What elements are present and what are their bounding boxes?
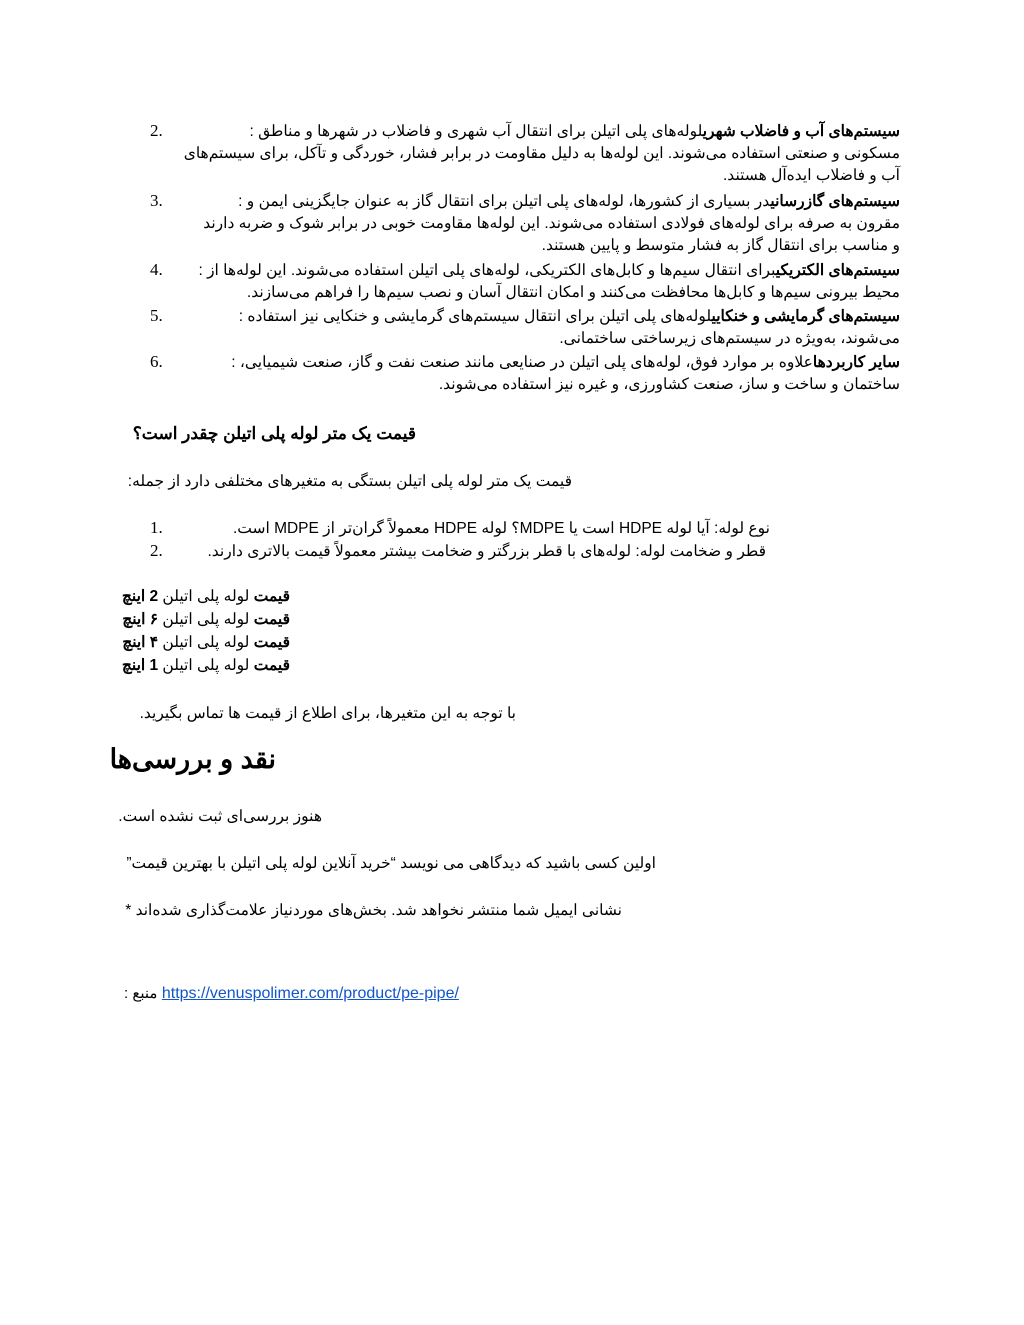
contact-note: با توجه به این متغیرها، برای اطلاع از قیمت ها تماس بگیرید. (139, 705, 516, 722)
list-item-title: سیستم‌های گازرسانی (770, 193, 900, 210)
source-line (124, 984, 459, 1003)
reviews-heading: نقد و بررسی‌ها (109, 744, 276, 774)
required-fields-note: نشانی ایمیل شما منتشر نخواهد شد. بخش‌های موردنیاز علامت‌گذاری شده‌اند * (125, 902, 622, 919)
list-item-line: سیستم‌های آب و فاضلاب شهریلوله‌های پلی اتیلن برای انتقال آب شهری و فاضلاب در شهرها و مناطق : (249, 123, 900, 140)
list-number: 5. (150, 306, 163, 325)
list-number: 2. (150, 121, 163, 140)
list-item-line: سیستم‌های گازرسانیدر بسیاری از کشورها، لوله‌های پلی اتیلن برای انتقال گاز به عنوان جایگزینی ایمن و : (238, 193, 900, 210)
price-heading: قیمت یک متر لوله پلی اتیلن چقدر است؟ (132, 424, 416, 443)
list-number: 3. (150, 191, 163, 210)
list-item-title: سایر کاربردها (812, 354, 900, 371)
first-review-prompt: اولین کسی باشید که دیدگاهی می نویسد “خرید آنلاین لوله پلی اتیلن با بهترین قیمت” (126, 855, 656, 872)
list-item-line: سیستم‌های گرمایشی و خنکاییلوله‌های پلی اتیلن برای انتقال سیستم‌های گرمایشی و خنکایی نیز استفاده : (238, 308, 900, 325)
price-intro: قیمت یک متر لوله پلی اتیلن بستگی به متغیرهای مختلفی دارد از جمله: (127, 473, 572, 490)
list-item: قطر و ضخامت لوله: لوله‌های با قطر بزرگتر و ضخامت بیشتر معمولاً قیمت بالاتری دارند. (207, 543, 766, 560)
list-item-line: محیط بیرونی سیم‌ها و کابل‌ها محافظت می‌کنند و امکان انتقال آسان و نصب سیم‌ها را فراهم می‌سازند. (246, 284, 900, 301)
list-number: 1. (150, 518, 163, 537)
list-item-line: سیستم‌های الکتریکیبرای انتقال سیم‌ها و کابل‌های الکتریکی، لوله‌های پلی اتیلن استفاده می‌شوند. این لوله‌ها از : (198, 262, 900, 279)
source-label: منبع : (124, 985, 158, 1002)
list-number: 6. (150, 352, 163, 371)
no-reviews-text: هنوز بررسی‌ای ثبت نشده است. (118, 808, 322, 825)
source-link[interactable]: https://venuspolimer.com/product/pe-pipe/ (161, 985, 459, 1002)
price-link-4-inch[interactable]: قیمت لوله پلی اتیلن ۴ اینچ (122, 634, 290, 651)
list-number: 2. (150, 541, 163, 560)
list-item-line: می‌شوند، به‌ویژه در سیستم‌های زیرساختی ساختمانی. (559, 330, 900, 347)
list-item-line: سایر کاربردهاعلاوه بر موارد فوق، لوله‌های پلی اتیلن در صنایعی مانند صنعت نفت و گاز، صنعت شیمیایی، : (231, 354, 900, 371)
list-item-line: مسکونی و صنعتی استفاده می‌شوند. این لوله‌ها به دلیل مقاومت در برابر فشار، خوردگی و تآکل، برای سیستم‌های (183, 145, 900, 162)
price-link-2-inch[interactable]: قیمت لوله پلی اتیلن 2 اینچ (121, 588, 290, 605)
list-item-line: و مناسب برای انتقال گاز به فشار متوسط و پایین هستند. (541, 237, 900, 254)
list-number: 4. (150, 260, 163, 279)
list-item-line: مقرون به صرفه برای لوله‌های فولادی استفاده می‌شوند. این لوله‌ها مقاومت خوبی در برابر شوک و ضربه دارند (203, 215, 900, 232)
price-link-1-inch[interactable]: قیمت لوله پلی اتیلن 1 اینچ (121, 657, 290, 674)
list-item-line: آب و فاضلاب ایده‌آل هستند. (723, 167, 900, 184)
list-item-title: سیستم‌های الکتریکی (775, 262, 900, 279)
list-item-title: سیستم‌های آب و فاضلاب شهری (702, 123, 900, 140)
price-link-6-inch[interactable]: قیمت لوله پلی اتیلن ۶ اینچ (122, 611, 290, 628)
list-item-title: سیستم‌های گرمایشی و خنکایی (711, 308, 900, 325)
list-item-line: ساختمان و ساخت و ساز، صنعت کشاورزی، و غیره نیز استفاده می‌شوند. (438, 376, 900, 393)
list-item: نوع لوله: آیا لوله HDPE است یا MDPE؟ لوله HDPE معمولاً گران‌تر از MDPE است. (232, 520, 770, 537)
